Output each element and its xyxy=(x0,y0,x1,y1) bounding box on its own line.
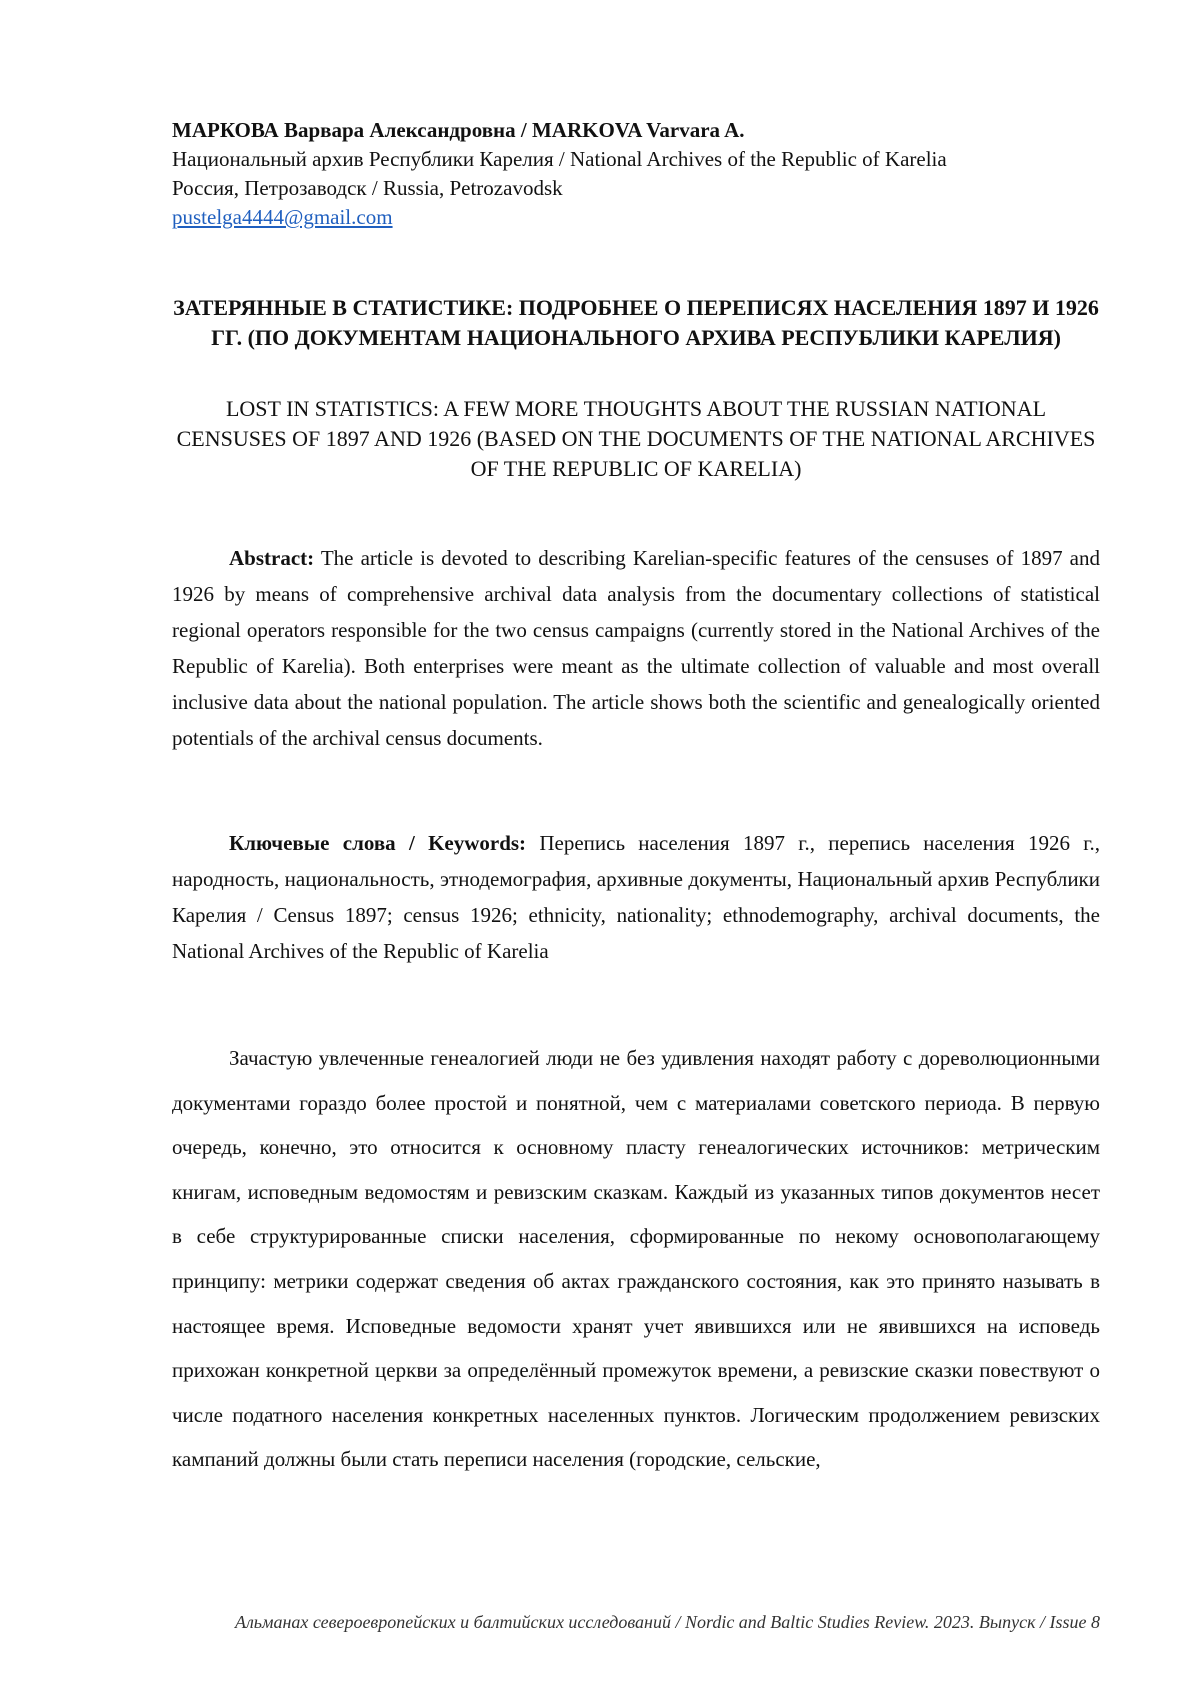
page-footer: Альманах североевропейских и балтийских исследований / Nordic and Baltic Studies Review. 2023. Выпуск / Issue 8 xyxy=(172,1612,1100,1633)
keywords-label: Ключевые слова / Keywords: xyxy=(229,831,526,855)
author-block xyxy=(172,116,1100,232)
author-location: Россия, Петрозаводск / Russia, Petrozavodsk xyxy=(172,174,1100,203)
author-affiliation: Национальный архив Республики Карелия / National Archives of the Republic of Karelia xyxy=(172,145,1100,174)
keywords xyxy=(172,825,1100,969)
title-english: LOST IN STATISTICS: A FEW MORE THOUGHTS ABOUT THE RUSSIAN NATIONAL CENSUSES OF 1897 AND 1926 (BASED ON THE DOCUMENTS OF THE NATIONAL ARCHIVES OF THE REPUBLIC OF KARELIA) xyxy=(172,394,1100,484)
author-email-link[interactable]: pustelga4444@gmail.com xyxy=(172,205,393,229)
author-name: МАРКОВА Варвара Александровна / MARKOVA Varvara A. xyxy=(172,116,1100,145)
title-russian: ЗАТЕРЯННЫЕ В СТАТИСТИКЕ: ПОДРОБНЕЕ О ПЕРЕПИСЯХ НАСЕЛЕНИЯ 1897 И 1926 ГГ. (ПО ДОКУМЕНТАМ НАЦИОНАЛЬНОГО АРХИВА РЕСПУБЛИКИ КАРЕЛИЯ) xyxy=(172,293,1100,353)
abstract-label: Abstract: xyxy=(229,546,314,570)
abstract xyxy=(172,540,1100,756)
keywords-text: Перепись населения 1897 г., перепись населения 1926 г., народность, национальность, этнодемография, архивные документы, Национальный архив Республики Карелия / Census 1897; census 1926; ethnicity, nationality; ethnodemography, archival documents, the National Archives of the Republic of Karelia xyxy=(172,831,1100,963)
abstract-text: The article is devoted to describing Karelian-specific features of the censuses of 1897 and 1926 by means of comprehensive archival data analysis from the documentary collections of statistical regional operators responsible for the two census campaigns (currently stored in the National Archives of the Republic of Karelia). Both enterprises were meant as the ultimate collection of valuable and most overall inclusive data about the national population. The article shows both the scientific and genealogically oriented potentials of the archival census documents. xyxy=(172,546,1100,750)
body-paragraph: Зачастую увлеченные генеалогией люди не без удивления находят работу с дореволюционными документами гораздо более простой и понятной, чем с материалами советского периода. В первую очередь, конечно, это относится к основному пласту генеалогических источников: метрическим книгам, исповедным ведомостям и ревизским сказкам. Каждый из указанных типов документов несет в себе структурированные списки населения, сформированные по некому основополагающему принципу: метрики содержат сведения об актах гражданского состояния, как это принято называть в настоящее время. Исповедные ведомости хранят учет явившихся или не явившихся на исповедь прихожан конкретной церкви за определённый промежуток времени, а ревизские сказки повествуют о числе податного населения конкретных населенных пунктов. Логическим продолжением ревизских кампаний должны были стать переписи населения (городские, сельские, xyxy=(172,1036,1100,1482)
